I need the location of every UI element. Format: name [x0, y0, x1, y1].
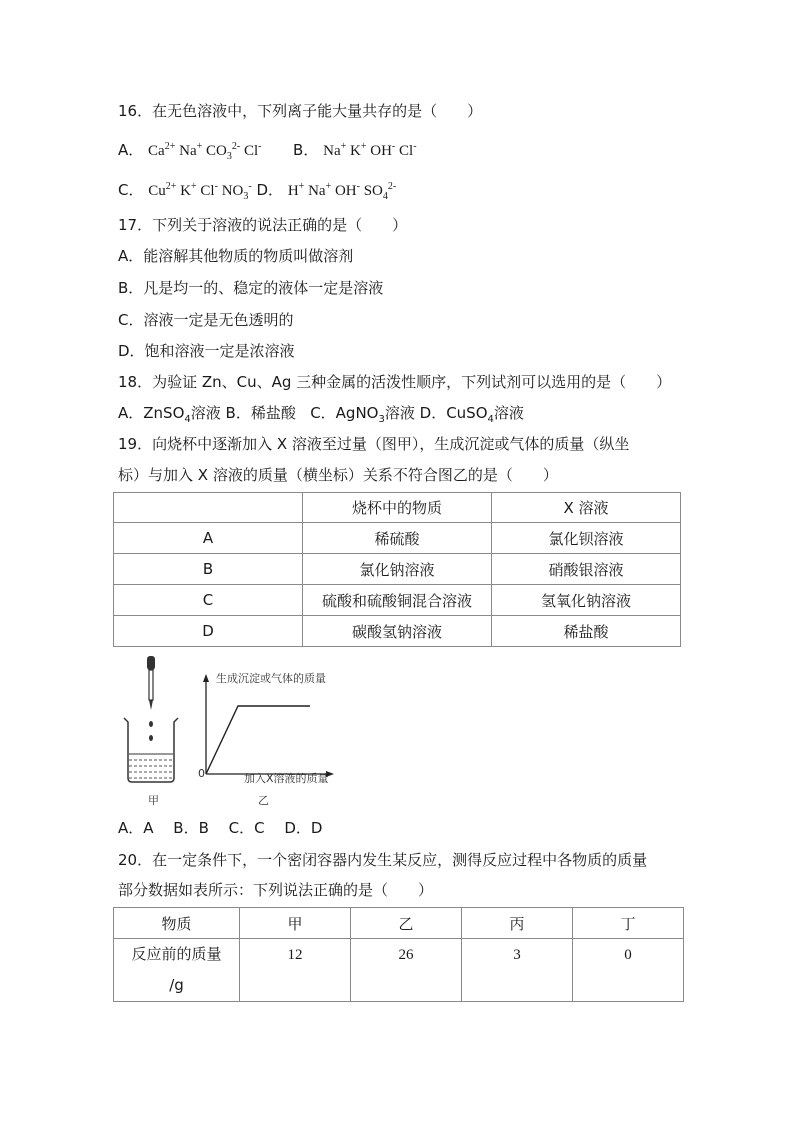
q17-option-d: D．饱和溶液一定是浓溶液 — [118, 342, 295, 360]
dropper-icon — [147, 656, 155, 710]
q16-option-a-ions: $Ca^{2+}$ Na+ $CO_3^{2-}$ Cl- — [148, 141, 262, 162]
q19-row-b-beaker: 氯化钠溶液 — [303, 554, 492, 585]
table-row — [114, 908, 684, 939]
q19-table — [113, 492, 681, 647]
q19-origin-label: 0 — [198, 767, 205, 780]
q16-option-b-label: B． — [293, 141, 319, 159]
table-row — [114, 616, 681, 647]
q20-header-jia: 甲 — [240, 908, 351, 939]
q20-value-yi: 26 — [351, 939, 462, 1002]
q19-y-axis-label: 生成沉淀或气体的质量 — [216, 672, 326, 685]
q18-option-d: D．CuSO$_4$溶液 — [419, 404, 524, 425]
q19-row-d-x: 稀盐酸 — [492, 616, 681, 647]
q19-row-b-label: B — [114, 554, 303, 585]
q18-option-b: B．稀盐酸 — [225, 404, 296, 422]
table-row — [114, 523, 681, 554]
beaker-icon — [124, 718, 178, 782]
q16-option-a-label: A． — [118, 141, 144, 159]
table-row — [114, 585, 681, 616]
q19-row-c-label: C — [114, 585, 303, 616]
q19-label-yi: 乙 — [258, 794, 269, 807]
q19-figure — [118, 654, 348, 812]
q17-stem: 17．下列关于溶液的说法正确的是（ ） — [118, 216, 408, 234]
q16-option-c-ions: $Cu^{2+}$ K+ Cl- $NO_3^-$ — [148, 181, 252, 202]
q18-options — [118, 403, 524, 423]
q16-option-c-label: C． — [118, 181, 144, 199]
q17-option-c: C．溶液一定是无色透明的 — [118, 311, 294, 329]
q16-option-d-ions: H+ Na+ OH- $SO_4^{2-}$ — [287, 181, 397, 202]
q19-graph-curve — [206, 706, 310, 774]
q20-table — [113, 907, 684, 1002]
q20-header-ding: 丁 — [573, 908, 684, 939]
q19-stem-line1: 19．向烧杯中逐渐加入 X 溶液至过量（图甲），生成沉淀或气体的质量（纵坐 — [118, 435, 630, 453]
q17-option-a: A．能溶解其他物质的物质叫做溶剂 — [118, 247, 354, 265]
q20-row-label: 反应前的质量 /g — [114, 939, 240, 1002]
q20-header-bing: 丙 — [462, 908, 573, 939]
table-row — [114, 554, 681, 585]
q19-row-a-x: 氯化钡溶液 — [492, 523, 681, 554]
q19-answers: A．A B．B C．C D．D — [118, 819, 323, 837]
q19-label-jia: 甲 — [148, 794, 159, 807]
q19-row-d-beaker: 碳酸氢钠溶液 — [303, 616, 492, 647]
q16-option-d-label: D． — [256, 181, 284, 199]
q19-row-c-beaker: 硫酸和硫酸铜混合溶液 — [303, 585, 492, 616]
q19-row-b-x: 硝酸银溶液 — [492, 554, 681, 585]
q20-value-ding: 0 — [573, 939, 684, 1002]
q19-header-beaker: 烧杯中的物质 — [303, 493, 492, 523]
q18-option-a: A．ZnSO$_4$溶液 — [118, 404, 221, 425]
q19-row-d-label: D — [114, 616, 303, 647]
q20-stem-line1: 20．在一定条件下，一个密闭容器内发生某反应，测得反应过程中各物质的质量 — [118, 851, 648, 869]
q20-value-jia: 12 — [240, 939, 351, 1002]
q19-x-axis-label: 加入X溶液的质量 — [244, 772, 329, 785]
q17-option-b: B．凡是均一的、稳定的液体一定是溶液 — [118, 279, 384, 297]
q19-header-blank — [114, 493, 303, 523]
q20-stem-line2: 部分数据如表所示：下列说法正确的是（ ） — [118, 881, 434, 899]
table-row — [114, 939, 684, 1002]
q16-options-ab — [118, 140, 417, 161]
q19-stem-line2: 标）与加入 X 溶液的质量（横坐标）关系不符合图乙的是（ ） — [118, 466, 558, 484]
q19-row-a-label: A — [114, 523, 303, 554]
table-row — [114, 493, 681, 523]
q18-option-c: C．AgNO$_3$溶液 — [310, 404, 415, 425]
q16-option-b-ions: Na+ K+ OH- Cl- — [323, 141, 417, 159]
q16-stem: 16．在无色溶液中，下列离子能大量共存的是（ ） — [118, 102, 483, 120]
q20-header-substance: 物质 — [114, 908, 240, 939]
q20-value-bing: 3 — [462, 939, 573, 1002]
q16-options-cd — [118, 180, 396, 201]
q19-row-a-beaker: 稀硫酸 — [303, 523, 492, 554]
drop-icon — [149, 721, 153, 727]
q18-stem: 18．为验证 Zn、Cu、Ag 三种金属的活泼性顺序，下列试剂可以选用的是（ ） — [118, 373, 672, 391]
q19-row-c-x: 氢氧化钠溶液 — [492, 585, 681, 616]
q20-header-yi: 乙 — [351, 908, 462, 939]
q19-graph-axes — [203, 674, 334, 777]
drop-icon — [149, 735, 153, 741]
q19-header-x: X 溶液 — [492, 493, 681, 523]
